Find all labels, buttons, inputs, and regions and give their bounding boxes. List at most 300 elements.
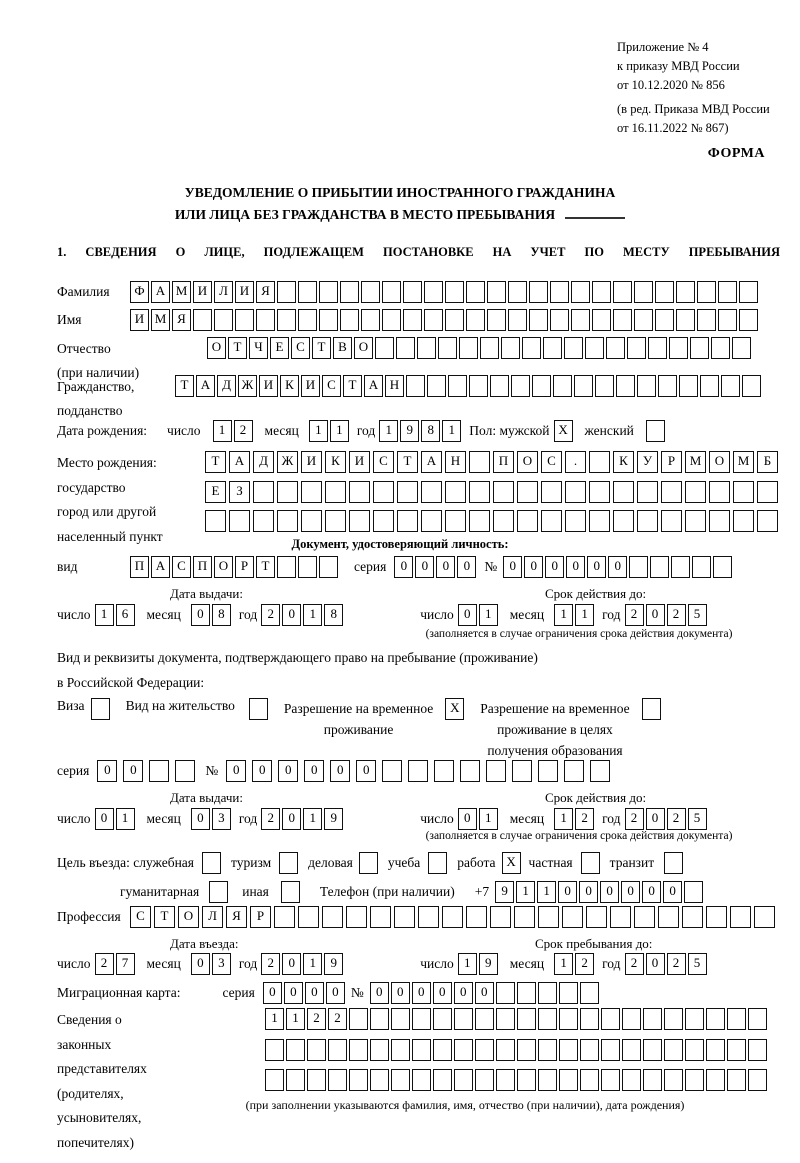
char-cell[interactable] [512,760,532,782]
char-cell[interactable]: А [151,556,170,578]
char-cell[interactable] [496,1008,515,1030]
char-cell[interactable]: П [130,556,149,578]
char-cell[interactable] [685,481,706,503]
char-cell[interactable] [661,510,682,532]
char-cell[interactable]: И [130,309,149,331]
char-cell[interactable] [517,1008,536,1030]
char-cell[interactable] [433,1008,452,1030]
char-cell[interactable]: 2 [261,953,280,975]
char-cell[interactable] [643,1069,662,1091]
char-cell[interactable] [214,309,233,331]
char-cell[interactable] [685,1069,704,1091]
char-cell[interactable] [589,451,610,473]
char-cell[interactable] [613,510,634,532]
char-cell[interactable]: 0 [454,982,473,1004]
char-cell[interactable]: 8 [421,420,440,442]
char-cell[interactable] [733,510,754,532]
char-cell[interactable] [396,337,415,359]
char-cell[interactable] [496,1039,515,1061]
char-cell[interactable]: 0 [326,982,345,1004]
char-cell[interactable] [382,760,402,782]
char-cell[interactable]: А [196,375,215,397]
char-cell[interactable]: 5 [688,953,707,975]
char-cell[interactable] [403,309,422,331]
char-cell[interactable] [562,906,583,928]
char-cell[interactable]: 0 [304,760,324,782]
char-cell[interactable]: С [172,556,191,578]
char-cell[interactable]: 0 [579,881,598,903]
char-cell[interactable]: 0 [415,556,434,578]
char-cell[interactable] [627,337,646,359]
char-cell[interactable]: 1 [479,808,498,830]
char-cell[interactable]: И [301,375,320,397]
char-cell[interactable] [454,1008,473,1030]
checkbox-other[interactable] [281,881,300,903]
char-cell[interactable]: 8 [212,604,231,626]
checkbox-visa[interactable] [91,698,110,720]
char-cell[interactable]: К [325,451,346,473]
char-cell[interactable] [265,1039,284,1061]
char-cell[interactable] [658,375,677,397]
char-cell[interactable]: О [207,337,226,359]
char-cell[interactable] [580,1069,599,1091]
char-cell[interactable] [580,982,599,1004]
char-cell[interactable] [301,481,322,503]
char-cell[interactable] [391,1039,410,1061]
char-cell[interactable] [529,309,548,331]
char-cell[interactable] [613,481,634,503]
char-cell[interactable] [307,1069,326,1091]
char-cell[interactable] [286,1069,305,1091]
char-cell[interactable] [298,309,317,331]
checkbox-temp-residence[interactable]: X [445,698,464,720]
char-cell[interactable]: З [229,481,250,503]
checkbox-work[interactable]: X [502,852,521,874]
char-cell[interactable]: 0 [566,556,585,578]
char-cell[interactable] [469,451,490,473]
char-cell[interactable]: 1 [303,953,322,975]
char-cell[interactable] [713,556,732,578]
char-cell[interactable] [349,1069,368,1091]
char-cell[interactable]: 2 [575,953,594,975]
char-cell[interactable] [466,906,487,928]
char-cell[interactable]: А [364,375,383,397]
char-cell[interactable] [564,760,584,782]
char-cell[interactable] [175,760,195,782]
char-cell[interactable] [610,906,631,928]
char-cell[interactable] [346,906,367,928]
char-cell[interactable] [349,481,370,503]
char-cell[interactable] [256,309,275,331]
char-cell[interactable] [629,556,648,578]
char-cell[interactable]: П [493,451,514,473]
char-cell[interactable]: 6 [116,604,135,626]
char-cell[interactable]: 1 [309,420,328,442]
char-cell[interactable] [408,760,428,782]
char-cell[interactable] [349,1039,368,1061]
char-cell[interactable]: М [685,451,706,473]
char-cell[interactable]: 0 [646,604,665,626]
char-cell[interactable] [697,281,716,303]
char-cell[interactable] [486,760,506,782]
char-cell[interactable] [613,281,632,303]
char-cell[interactable] [650,556,669,578]
char-cell[interactable] [490,375,509,397]
char-cell[interactable]: 1 [379,420,398,442]
char-cell[interactable] [496,982,515,1004]
char-cell[interactable] [277,556,296,578]
char-cell[interactable] [475,1069,494,1091]
char-cell[interactable] [727,1069,746,1091]
char-cell[interactable]: 1 [286,1008,305,1030]
char-cell[interactable] [622,1008,641,1030]
char-cell[interactable]: 2 [307,1008,326,1030]
char-cell[interactable] [538,982,557,1004]
char-cell[interactable]: 5 [688,604,707,626]
char-cell[interactable] [559,1069,578,1091]
char-cell[interactable]: 0 [391,982,410,1004]
char-cell[interactable] [277,281,296,303]
char-cell[interactable] [382,281,401,303]
char-cell[interactable] [684,881,703,903]
char-cell[interactable] [601,1069,620,1091]
char-cell[interactable]: 1 [303,808,322,830]
char-cell[interactable]: 0 [621,881,640,903]
char-cell[interactable] [496,1069,515,1091]
char-cell[interactable]: 5 [688,808,707,830]
char-cell[interactable]: И [235,281,254,303]
char-cell[interactable] [487,309,506,331]
char-cell[interactable] [706,1039,725,1061]
char-cell[interactable] [253,510,274,532]
char-cell[interactable] [559,1008,578,1030]
char-cell[interactable]: 3 [212,808,231,830]
checkbox-study[interactable] [428,852,447,874]
checkbox-residence-permit[interactable] [249,698,268,720]
char-cell[interactable]: С [541,451,562,473]
char-cell[interactable]: 2 [667,808,686,830]
char-cell[interactable] [370,1008,389,1030]
char-cell[interactable] [589,510,610,532]
char-cell[interactable]: Т [205,451,226,473]
char-cell[interactable]: Н [385,375,404,397]
char-cell[interactable]: С [130,906,151,928]
char-cell[interactable] [676,309,695,331]
char-cell[interactable]: 0 [524,556,543,578]
char-cell[interactable]: Л [202,906,223,928]
char-cell[interactable] [637,481,658,503]
char-cell[interactable]: 0 [545,556,564,578]
char-cell[interactable] [589,481,610,503]
char-cell[interactable] [586,906,607,928]
char-cell[interactable]: 1 [554,604,573,626]
char-cell[interactable]: 2 [261,808,280,830]
char-cell[interactable]: Л [214,281,233,303]
char-cell[interactable] [511,375,530,397]
char-cell[interactable]: 0 [97,760,117,782]
char-cell[interactable] [149,760,169,782]
char-cell[interactable] [466,309,485,331]
char-cell[interactable] [370,1039,389,1061]
char-cell[interactable]: Т [343,375,362,397]
char-cell[interactable] [361,309,380,331]
char-cell[interactable] [469,481,490,503]
char-cell[interactable] [685,510,706,532]
char-cell[interactable]: Д [253,451,274,473]
char-cell[interactable]: 0 [370,982,389,1004]
char-cell[interactable] [469,510,490,532]
char-cell[interactable] [459,337,478,359]
char-cell[interactable] [412,1039,431,1061]
char-cell[interactable]: 7 [116,953,135,975]
char-cell[interactable] [433,1069,452,1091]
char-cell[interactable]: 0 [191,604,210,626]
char-cell[interactable]: 0 [412,982,431,1004]
char-cell[interactable] [690,337,709,359]
char-cell[interactable] [739,281,758,303]
char-cell[interactable] [382,309,401,331]
char-cell[interactable] [538,1069,557,1091]
char-cell[interactable] [682,906,703,928]
char-cell[interactable]: Ф [130,281,149,303]
char-cell[interactable]: 0 [558,881,577,903]
char-cell[interactable] [538,1039,557,1061]
char-cell[interactable] [661,481,682,503]
char-cell[interactable]: 0 [356,760,376,782]
char-cell[interactable] [595,375,614,397]
char-cell[interactable]: У [637,451,658,473]
checkbox-humanitarian[interactable] [209,881,228,903]
char-cell[interactable]: 0 [436,556,455,578]
char-cell[interactable]: Н [445,451,466,473]
char-cell[interactable]: О [354,337,373,359]
char-cell[interactable] [421,510,442,532]
char-cell[interactable] [434,760,454,782]
char-cell[interactable]: 2 [261,604,280,626]
char-cell[interactable] [391,1008,410,1030]
char-cell[interactable] [757,510,778,532]
char-cell[interactable]: Ж [238,375,257,397]
char-cell[interactable] [733,481,754,503]
char-cell[interactable] [522,337,541,359]
char-cell[interactable] [277,309,296,331]
char-cell[interactable] [514,906,535,928]
char-cell[interactable]: 9 [479,953,498,975]
char-cell[interactable] [438,337,457,359]
char-cell[interactable] [394,906,415,928]
char-cell[interactable] [559,982,578,1004]
char-cell[interactable] [298,906,319,928]
char-cell[interactable]: Т [397,451,418,473]
char-cell[interactable] [648,337,667,359]
char-cell[interactable] [349,1008,368,1030]
char-cell[interactable] [397,510,418,532]
char-cell[interactable] [418,906,439,928]
char-cell[interactable] [550,281,569,303]
char-cell[interactable] [718,281,737,303]
char-cell[interactable]: 2 [95,953,114,975]
char-cell[interactable] [460,760,480,782]
char-cell[interactable]: 0 [330,760,350,782]
char-cell[interactable]: Т [256,556,275,578]
char-cell[interactable] [298,281,317,303]
char-cell[interactable]: 0 [457,556,476,578]
char-cell[interactable] [253,481,274,503]
char-cell[interactable] [742,375,761,397]
char-cell[interactable]: 1 [265,1008,284,1030]
char-cell[interactable]: Е [205,481,226,503]
char-cell[interactable]: 0 [282,953,301,975]
char-cell[interactable] [277,510,298,532]
char-cell[interactable] [721,375,740,397]
char-cell[interactable]: 0 [394,556,413,578]
char-cell[interactable]: 3 [212,953,231,975]
char-cell[interactable]: И [349,451,370,473]
char-cell[interactable]: К [613,451,634,473]
char-cell[interactable] [538,1008,557,1030]
char-cell[interactable] [529,281,548,303]
char-cell[interactable]: 0 [278,760,298,782]
char-cell[interactable]: О [517,451,538,473]
checkbox-male[interactable]: X [554,420,573,442]
char-cell[interactable] [480,337,499,359]
char-cell[interactable] [643,1039,662,1061]
char-cell[interactable]: 0 [284,982,303,1004]
char-cell[interactable] [601,1039,620,1061]
char-cell[interactable]: 0 [458,604,477,626]
char-cell[interactable]: В [333,337,352,359]
checkbox-temp-residence-edu[interactable] [642,698,661,720]
char-cell[interactable] [517,1039,536,1061]
char-cell[interactable] [592,281,611,303]
char-cell[interactable] [676,281,695,303]
char-cell[interactable]: 0 [503,556,522,578]
char-cell[interactable]: 1 [95,604,114,626]
char-cell[interactable]: 0 [191,808,210,830]
char-cell[interactable] [493,510,514,532]
char-cell[interactable]: 2 [625,808,644,830]
char-cell[interactable] [706,906,727,928]
char-cell[interactable] [565,510,586,532]
char-cell[interactable] [193,309,212,331]
char-cell[interactable] [475,1008,494,1030]
char-cell[interactable]: Р [250,906,271,928]
char-cell[interactable] [427,375,446,397]
char-cell[interactable] [487,281,506,303]
char-cell[interactable]: С [291,337,310,359]
char-cell[interactable]: И [193,281,212,303]
char-cell[interactable] [634,281,653,303]
char-cell[interactable]: 1 [213,420,232,442]
char-cell[interactable]: 8 [324,604,343,626]
char-cell[interactable] [298,556,317,578]
char-cell[interactable] [301,510,322,532]
char-cell[interactable] [454,1069,473,1091]
char-cell[interactable] [229,510,250,532]
char-cell[interactable]: 1 [330,420,349,442]
char-cell[interactable]: Я [172,309,191,331]
char-cell[interactable] [322,906,343,928]
char-cell[interactable]: Я [226,906,247,928]
char-cell[interactable] [669,337,688,359]
char-cell[interactable]: 0 [642,881,661,903]
char-cell[interactable] [370,1069,389,1091]
char-cell[interactable] [277,481,298,503]
char-cell[interactable] [235,309,254,331]
checkbox-business[interactable] [359,852,378,874]
char-cell[interactable]: А [151,281,170,303]
char-cell[interactable] [711,337,730,359]
char-cell[interactable] [421,481,442,503]
char-cell[interactable] [541,481,562,503]
char-cell[interactable]: 1 [554,808,573,830]
char-cell[interactable]: 0 [433,982,452,1004]
char-cell[interactable]: Т [312,337,331,359]
char-cell[interactable]: 1 [537,881,556,903]
char-cell[interactable]: Д [217,375,236,397]
char-cell[interactable]: 0 [646,808,665,830]
char-cell[interactable] [679,375,698,397]
char-cell[interactable] [205,510,226,532]
char-cell[interactable] [697,309,716,331]
char-cell[interactable]: Ч [249,337,268,359]
char-cell[interactable]: 0 [282,604,301,626]
char-cell[interactable] [634,906,655,928]
char-cell[interactable]: 2 [625,953,644,975]
char-cell[interactable] [727,1039,746,1061]
char-cell[interactable] [442,906,463,928]
char-cell[interactable] [349,510,370,532]
char-cell[interactable] [727,1008,746,1030]
char-cell[interactable]: И [259,375,278,397]
checkbox-transit[interactable] [664,852,683,874]
char-cell[interactable] [328,1039,347,1061]
char-cell[interactable] [664,1069,683,1091]
char-cell[interactable] [490,906,511,928]
char-cell[interactable]: 1 [116,808,135,830]
char-cell[interactable]: 2 [667,953,686,975]
char-cell[interactable] [580,1039,599,1061]
char-cell[interactable] [571,309,590,331]
char-cell[interactable]: 0 [600,881,619,903]
char-cell[interactable]: 0 [226,760,246,782]
char-cell[interactable] [475,1039,494,1061]
char-cell[interactable] [732,337,751,359]
char-cell[interactable]: 0 [587,556,606,578]
char-cell[interactable]: 9 [495,881,514,903]
char-cell[interactable]: А [421,451,442,473]
char-cell[interactable] [700,375,719,397]
char-cell[interactable] [325,481,346,503]
char-cell[interactable] [412,1069,431,1091]
char-cell[interactable]: С [373,451,394,473]
char-cell[interactable] [671,556,690,578]
char-cell[interactable] [565,481,586,503]
checkbox-female[interactable] [646,420,665,442]
char-cell[interactable] [361,281,380,303]
char-cell[interactable] [397,481,418,503]
char-cell[interactable] [340,309,359,331]
char-cell[interactable] [445,510,466,532]
char-cell[interactable]: Т [228,337,247,359]
char-cell[interactable] [424,281,443,303]
char-cell[interactable]: 2 [625,604,644,626]
char-cell[interactable] [692,556,711,578]
char-cell[interactable] [616,375,635,397]
char-cell[interactable] [718,309,737,331]
char-cell[interactable]: М [172,281,191,303]
char-cell[interactable]: 0 [282,808,301,830]
